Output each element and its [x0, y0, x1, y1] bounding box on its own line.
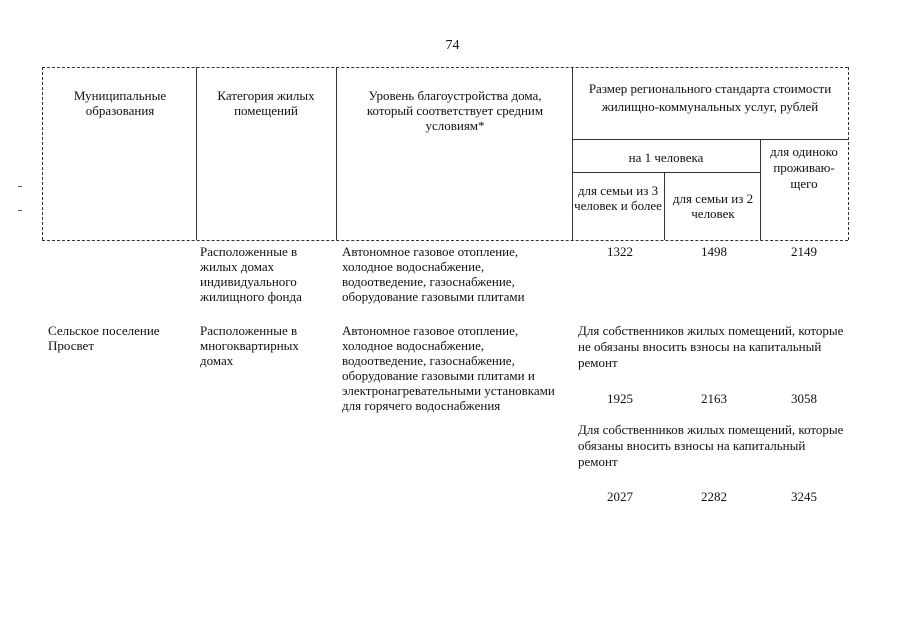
- header-comfort-level: Уровень благоустройства дома, который соответствует средним условиям*: [366, 88, 544, 133]
- value-family-2: 1498: [701, 244, 727, 259]
- row-comfort: Автономное газовое отопление, холодное водоснабжение, водоотведение, газоснабжение, оборудование газовыми плитами и электронагревательными установками для горячего водоснабжения: [342, 323, 555, 413]
- row-comfort: Автономное газовое отопление, холодное водоснабжение, водоотведение, газоснабжение, оборудование газовыми плитами: [342, 244, 525, 304]
- row-category: Расположенные в жилых домах индивидуального жилищного фонда: [200, 244, 302, 304]
- header-standard-size: Размер регионального стандарта стоимости жилищно-коммунальных услуг, рублей: [588, 81, 832, 114]
- value-family-3: 1925: [607, 391, 633, 406]
- table-left-border: [42, 67, 43, 240]
- header-single: для одиноко проживаю-щего: [770, 144, 838, 191]
- col-divider-4: [664, 172, 665, 240]
- value-family-3: 2027: [607, 489, 633, 504]
- header-bottom-border: [42, 240, 848, 241]
- row-category: Расположенные в многоквартирных домах: [200, 323, 299, 368]
- value-family-3: 1322: [607, 244, 633, 259]
- value-family-2: 2282: [701, 489, 727, 504]
- row-municipality: Сельское поселение Просвет: [48, 323, 160, 353]
- standard-header-divider: [572, 139, 848, 140]
- table-top-border: [42, 67, 848, 68]
- col-divider-1: [196, 67, 197, 240]
- header-municipality: Муниципальные образования: [73, 88, 167, 118]
- value-family-2: 2163: [701, 391, 727, 406]
- header-per-person: на 1 человека: [628, 150, 704, 165]
- header-family-3: для семьи из 3 человек и более: [574, 183, 662, 213]
- margin-mark: [18, 210, 22, 211]
- per-person-divider: [572, 172, 760, 173]
- col-divider-5: [760, 139, 761, 240]
- group-label: Для собственников жилых помещений, которые не обязаны вносить взносы на капитальный ремонт: [578, 323, 844, 370]
- page-number: 74: [445, 38, 460, 53]
- group-label: Для собственников жилых помещений, которые обязаны вносить взносы на капитальный ремонт: [578, 422, 844, 469]
- value-single: 3058: [791, 391, 817, 406]
- margin-mark: [18, 186, 22, 187]
- value-single: 3245: [791, 489, 817, 504]
- header-category: Категория жилых помещений: [217, 88, 315, 118]
- table-right-border: [848, 67, 849, 240]
- value-single: 2149: [791, 244, 817, 259]
- col-divider-2: [336, 67, 337, 240]
- header-family-2: для семьи из 2 человек: [672, 191, 754, 221]
